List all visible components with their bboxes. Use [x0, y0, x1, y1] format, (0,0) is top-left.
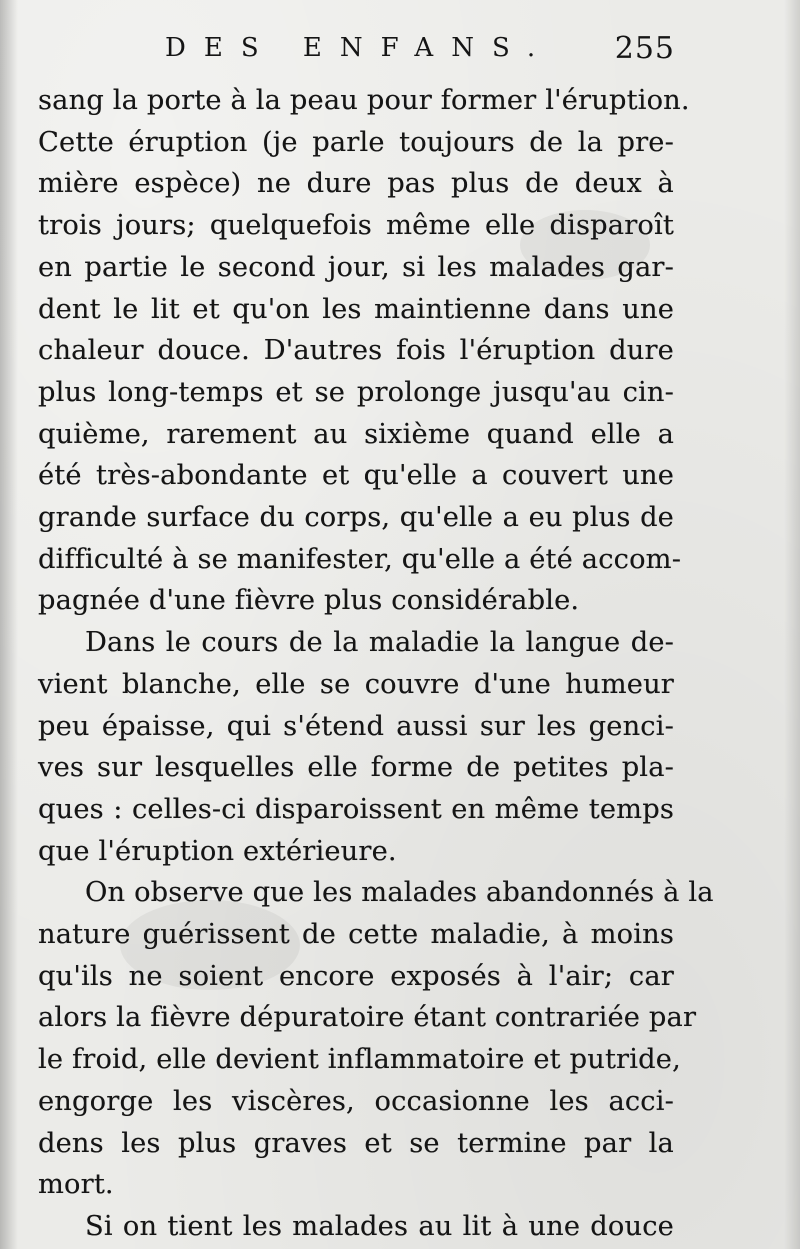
page-number: 255: [614, 30, 675, 66]
paragraph: [38, 80, 690, 622]
text-line: été très-abondante et qu'elle a couvert une: [38, 460, 674, 492]
text-line: Cette éruption (je parle toujours de la pre-: [38, 126, 674, 158]
paragraph: [38, 622, 674, 872]
text-line: peu épaisse, qui s'étend aussi sur les genci-: [38, 710, 674, 742]
text-line: Si on tient les malades au lit à une douce: [85, 1210, 674, 1242]
text-line: On observe que les malades abandonnés à la: [85, 877, 714, 909]
text-line: plus long-temps et se prolonge jusqu'au cin-: [38, 376, 674, 408]
text-line: chaleur douce. D'autres fois l'éruption dure: [38, 335, 674, 367]
running-head: [165, 28, 675, 68]
text-line: Dans le cours de la maladie la langue de-: [85, 627, 674, 659]
text-line: en partie le second jour, si les malades gar-: [38, 251, 674, 283]
text-line: mière espèce) ne dure pas plus de deux à: [38, 168, 674, 200]
text-line: le froid, elle devient inflammatoire et putride,: [38, 1044, 681, 1076]
text-line: vient blanche, elle se couvre d'une humeur: [38, 668, 674, 700]
text-line: sang la porte à la peau pour former l'éruption.: [38, 85, 690, 116]
text-line: trois jours; quelquefois même elle disparoît: [38, 210, 674, 242]
text-line: alors la fièvre dépuratoire étant contrariée par: [38, 1002, 697, 1034]
paragraph: [38, 872, 714, 1206]
text-line: dens les plus graves et se termine par la: [38, 1127, 674, 1159]
text-line: grande surface du corps, qu'elle a eu plus de: [38, 502, 674, 534]
page-gutter-shadow: [0, 0, 18, 1249]
running-head-title: DES ENFANS.: [165, 33, 554, 63]
text-line: que l'éruption extérieure.: [38, 835, 397, 867]
text-line: ques : celles-ci disparoissent en même temps: [38, 793, 674, 825]
text-line: quième, rarement au sixième quand elle a: [38, 418, 674, 450]
body-text: [38, 80, 714, 1248]
text-line: nature guérissent de cette maladie, à moins: [38, 919, 674, 951]
text-line: difficulté à se manifester, qu'elle a été accom-: [38, 543, 682, 575]
text-line: engorge les viscères, occasionne les acci-: [38, 1085, 674, 1117]
text-line: dent le lit et qu'on les maintienne dans une: [38, 293, 674, 325]
text-line: qu'ils ne soient encore exposés à l'air; car: [38, 960, 674, 992]
text-line: mort.: [38, 1169, 114, 1201]
text-line: ves sur lesquelles elle forme de petites pla-: [38, 752, 674, 784]
paragraph: [38, 1206, 674, 1248]
page-edge-shadow: [784, 0, 800, 1249]
text-line: pagnée d'une fièvre plus considérable.: [38, 585, 580, 617]
